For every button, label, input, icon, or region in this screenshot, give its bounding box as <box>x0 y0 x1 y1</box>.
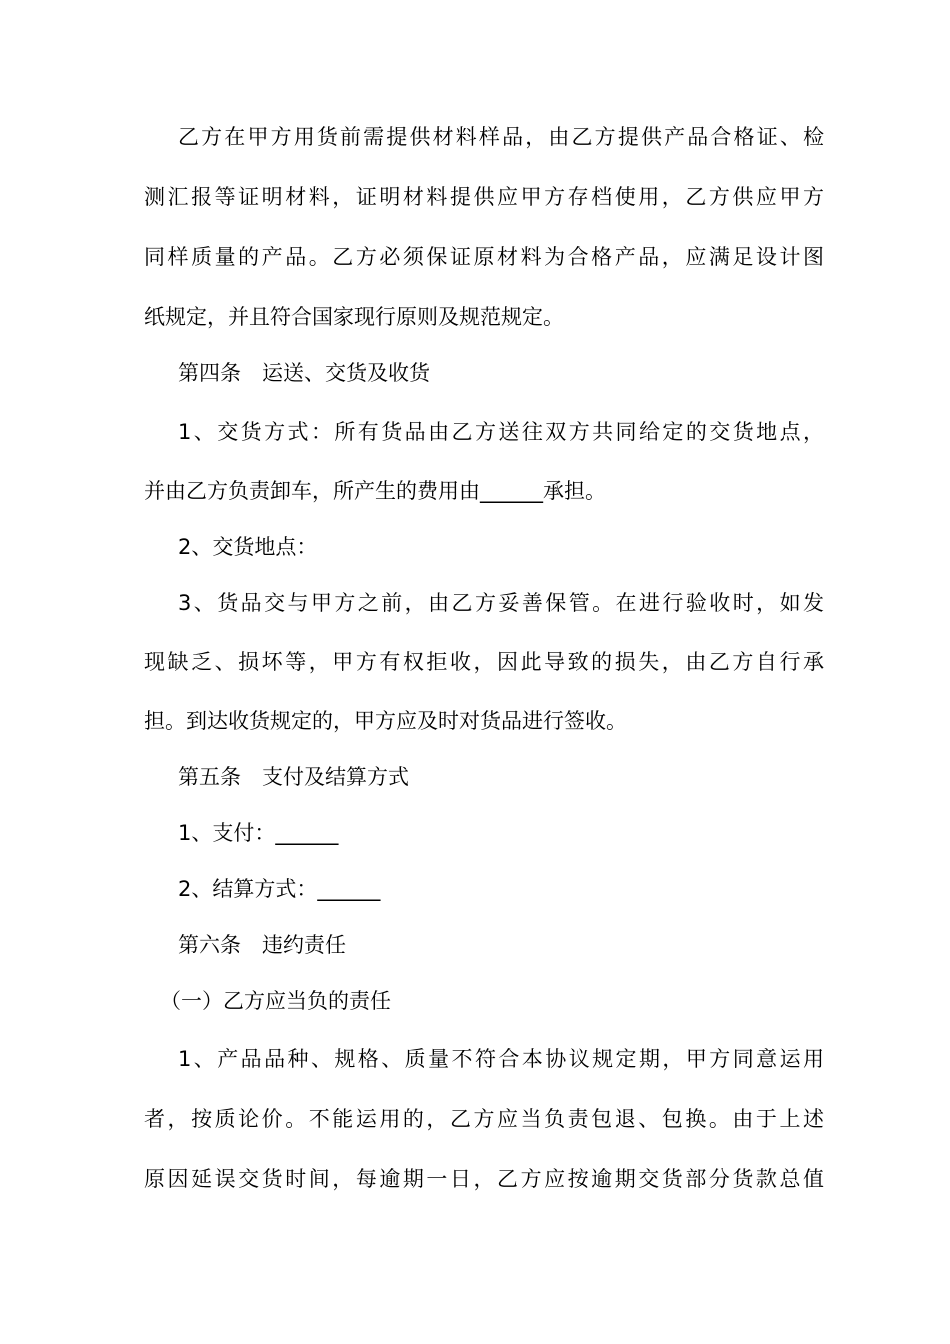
paragraph-line: 同样质量的产品。乙方必须保证原材料为合格产品，应满足设计图 <box>144 245 824 269</box>
article-6-item-1-line: 者，按质论价。不能运用的，乙方应当负责包退、包换。由于上述 <box>144 1107 824 1131</box>
article-5-item-1: 1、支付：______ <box>178 821 339 845</box>
article-5-heading: 第五条 支付及结算方式 <box>178 765 409 789</box>
article-4-item-3-line: 现缺乏、损坏等，甲方有权拒收，因此导致的损失，由乙方自行承 <box>144 650 824 674</box>
article-6-sub-heading: （一）乙方应当负的责任 <box>160 989 391 1013</box>
paragraph-line: 纸规定，并且符合国家现行原则及规范规定。 <box>144 305 564 329</box>
article-6-item-1-line: 1、产品品种、规格、质量不符合本协议规定期，甲方同意运用 <box>178 1047 824 1071</box>
article-4-item-3-line: 担。到达收货规定的，甲方应及时对货品进行签收。 <box>144 709 627 733</box>
article-4-heading: 第四条 运送、交货及收货 <box>178 361 430 385</box>
article-4-item-2: 2、交货地点： <box>178 535 318 559</box>
article-4-item-1-line: 并由乙方负责卸车，所产生的费用由______承担。 <box>144 479 606 503</box>
article-4-item-3-line: 3、货品交与甲方之前，由乙方妥善保管。在进行验收时，如发 <box>178 591 824 615</box>
article-5-item-2: 2、结算方式：______ <box>178 877 381 901</box>
article-6-heading: 第六条 违约责任 <box>178 933 346 957</box>
article-6-item-1-line: 原因延误交货时间，每逾期一日，乙方应按逾期交货部分货款总值 <box>144 1167 824 1191</box>
paragraph-line: 测汇报等证明材料，证明材料提供应甲方存档使用，乙方供应甲方 <box>144 185 824 209</box>
paragraph-line: 乙方在甲方用货前需提供材料样品，由乙方提供产品合格证、检 <box>178 125 824 149</box>
article-4-item-1-line: 1、交货方式：所有货品由乙方送往双方共同给定的交货地点， <box>178 420 824 444</box>
